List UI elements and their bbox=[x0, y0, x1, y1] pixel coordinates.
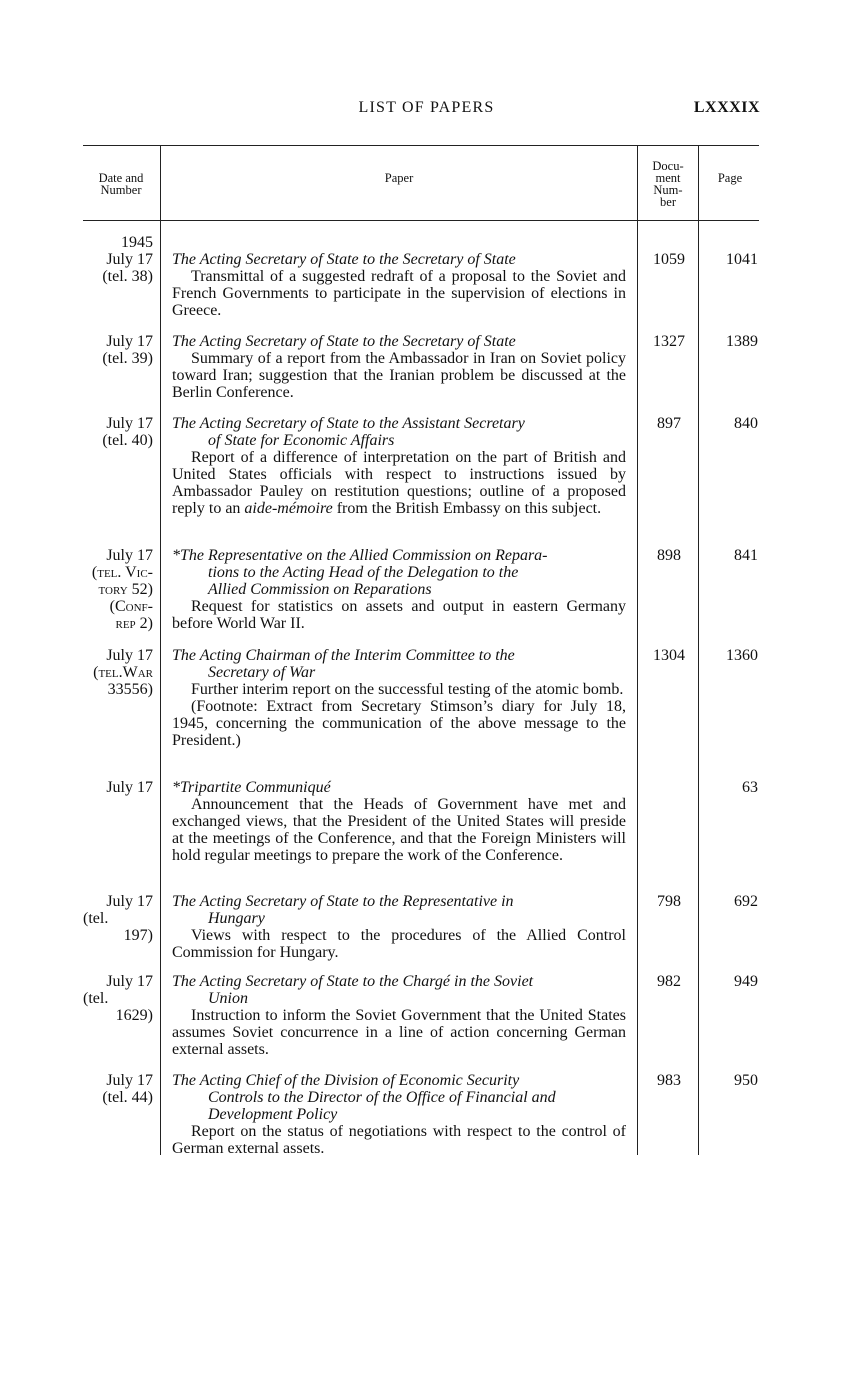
entry-summary-italic: aide-mémoire bbox=[244, 500, 333, 517]
entry-address-line: The Acting Chief of the Division of Economic Security bbox=[172, 1072, 520, 1089]
entry-date-line: July 17 bbox=[106, 647, 153, 664]
entry-page-number: 692 bbox=[734, 893, 758, 910]
entry-page bbox=[700, 893, 760, 910]
entry-date bbox=[83, 893, 153, 944]
entry-address bbox=[172, 415, 626, 449]
entry-date-line: July 17 bbox=[106, 779, 153, 796]
entry-paper bbox=[172, 333, 626, 401]
header-bottom-rule bbox=[83, 220, 759, 221]
entry-document-number: 898 bbox=[657, 547, 681, 564]
column-header-paper-label: Paper bbox=[384, 171, 414, 185]
entry-date-line: (tel. bbox=[83, 990, 109, 1007]
entry-page-number: 1041 bbox=[726, 251, 758, 268]
column-header-paper bbox=[161, 172, 637, 184]
entry-summary: Instruction to inform the Soviet Government that the United States assumes Soviet concurrence in a line of action concerning German external assets. bbox=[172, 1007, 626, 1058]
entry-address-line: The Acting Secretary of State to the Assistant Secretary bbox=[172, 415, 525, 432]
entry-address bbox=[172, 647, 626, 681]
entry-date-line: July 17 bbox=[106, 973, 153, 990]
entry-date-line: July 17 bbox=[106, 1072, 153, 1089]
entry-page bbox=[700, 973, 760, 990]
entry-page-number: 950 bbox=[734, 1072, 758, 1089]
entry-page-number: 1360 bbox=[726, 647, 758, 664]
entry-page bbox=[700, 251, 760, 268]
entry-address-line: Allied Commission on Reparations bbox=[208, 581, 432, 598]
entry-paper bbox=[172, 415, 626, 517]
entry-date-line: (tel. 39) bbox=[102, 350, 153, 367]
entry-document-number: 897 bbox=[657, 415, 681, 432]
entry-page bbox=[700, 333, 760, 350]
entry-document-number: 1327 bbox=[653, 333, 685, 350]
entry-summary: Views with respect to the procedures of the Allied Control Commission for Hungary. bbox=[172, 927, 626, 961]
entry-address-line: The Acting Secretary of State to the Chargé in the Soviet bbox=[172, 973, 534, 990]
entry-date-line: July 17 bbox=[106, 415, 153, 432]
entry-address-line: Hungary bbox=[208, 910, 265, 927]
entry-date-line: tory 52) bbox=[98, 581, 153, 598]
year-label bbox=[83, 234, 153, 251]
entry-address-line: tions to the Acting Head of the Delegation to the bbox=[208, 564, 519, 581]
entry-page-number: 840 bbox=[734, 415, 758, 432]
entry-summary: Summary of a report from the Ambassador in Iran on Soviet policy toward Iran; suggestion that the Iranian problem be discussed at the Berlin Conference. bbox=[172, 350, 626, 401]
entry-address bbox=[172, 1072, 626, 1123]
column-header-document-number bbox=[638, 160, 698, 208]
entry-date bbox=[83, 333, 153, 367]
entry-paper bbox=[172, 893, 626, 961]
entry-page-number: 63 bbox=[742, 779, 758, 796]
entry-date-line: July 17 bbox=[106, 333, 153, 350]
entry-date bbox=[83, 547, 153, 632]
entry-paper bbox=[172, 973, 626, 1058]
entry-address-line: The Acting Secretary of State to the Representative in bbox=[172, 893, 514, 910]
column-header-page bbox=[699, 172, 761, 184]
entry-address-line: The Acting Chairman of the Interim Committee to the bbox=[172, 647, 515, 664]
entry-address: The Acting Secretary of State to the Secretary of State bbox=[172, 333, 516, 350]
entry-summary: Report on the status of negotiations with respect to the control of German external assets. bbox=[172, 1123, 626, 1157]
column-divider-document bbox=[698, 145, 699, 1155]
entry-date-line: July 17 bbox=[106, 547, 153, 564]
year-text: 1945 bbox=[121, 234, 153, 251]
column-header-doc-line4: ber bbox=[660, 195, 676, 209]
entry-summary: Transmittal of a suggested redraft of a proposal to the Soviet and French Governments to participate in the supervision of elections in Greece. bbox=[172, 268, 626, 319]
entry-address: The Acting Secretary of State to the Secretary of State bbox=[172, 251, 516, 268]
table-top-rule bbox=[83, 145, 759, 146]
column-header-page-label: Page bbox=[717, 171, 743, 185]
entry-date-line: (tel. Vic- bbox=[91, 564, 153, 581]
column-divider-paper bbox=[637, 145, 638, 1155]
entry-footnote: (Footnote: Extract from Secretary Stimson’s diary for July 18, 1945, concerning the communication of the above message to the President.) bbox=[172, 698, 626, 749]
entry-document-number: 798 bbox=[657, 893, 681, 910]
entry-date-line: (tel.War bbox=[93, 664, 153, 681]
entry-address-line: Secretary of War bbox=[208, 664, 316, 681]
entry-summary bbox=[172, 449, 626, 517]
entry-page-number: 841 bbox=[734, 547, 758, 564]
entry-page-number: 949 bbox=[734, 973, 758, 990]
entry-date bbox=[83, 779, 153, 796]
entry-address-line: *The Representative on the Allied Commission on Repara- bbox=[172, 547, 548, 564]
column-header-date bbox=[83, 172, 159, 196]
entry-page bbox=[700, 415, 760, 432]
page-folio: LXXXIX bbox=[693, 99, 760, 116]
column-divider-date bbox=[160, 145, 161, 1155]
entry-address-line: Development Policy bbox=[208, 1106, 338, 1123]
entry-date-line: 197) bbox=[123, 927, 153, 944]
entry-address bbox=[172, 893, 626, 927]
entry-paper bbox=[172, 251, 626, 319]
entry-paper bbox=[172, 779, 626, 864]
entry-document-number: 982 bbox=[657, 973, 681, 990]
entry-address bbox=[172, 973, 626, 1007]
entry-address-line: Union bbox=[208, 990, 248, 1007]
entry-paper bbox=[172, 547, 626, 632]
entry-page bbox=[700, 647, 760, 664]
entry-page bbox=[700, 1072, 760, 1089]
running-head-title: LIST OF PAPERS bbox=[358, 99, 495, 116]
entry-date-line: rep 2) bbox=[115, 615, 153, 632]
entry-date-line: (tel. 44) bbox=[102, 1089, 153, 1106]
column-header-doc-line2: ment bbox=[655, 171, 681, 185]
entry-date-line: (tel. bbox=[83, 910, 109, 927]
entry-date-line: 1629) bbox=[115, 1007, 153, 1024]
running-head bbox=[0, 99, 853, 121]
entry-date-line: (tel. 38) bbox=[102, 268, 153, 285]
entry-paper bbox=[172, 647, 626, 749]
entry-document-number: 1059 bbox=[653, 251, 685, 268]
column-header-doc-line1: Docu- bbox=[652, 159, 684, 173]
column-header-date-line2: Number bbox=[100, 183, 142, 197]
column-header-doc-line3: Num- bbox=[653, 183, 683, 197]
entry-date-line: (tel. 40) bbox=[102, 432, 153, 449]
entry-date-line: July 17 bbox=[106, 893, 153, 910]
entry-summary-text: Report of a difference of interpretation on the part of British and United States officials with respect to instructions issued by Ambassador Pauley on restitution questions; outline of a proposed reply to an bbox=[172, 449, 626, 517]
entry-address: *Tripartite Communiqué bbox=[172, 779, 331, 796]
entry-paper bbox=[172, 1072, 626, 1157]
entry-date bbox=[83, 973, 153, 1024]
entry-page bbox=[700, 779, 760, 796]
entry-date bbox=[83, 415, 153, 449]
entry-page bbox=[700, 547, 760, 564]
entry-address bbox=[172, 547, 626, 598]
entry-summary: Request for statistics on assets and output in eastern Germany before World War II. bbox=[172, 598, 626, 632]
entry-summary: Announcement that the Heads of Government have met and exchanged views, that the President of the United States will preside at the meetings of the Conference, and that the Foreign Ministers will hold regular meetings to prepare the work of the Conference. bbox=[172, 796, 626, 864]
entry-date-line: July 17 bbox=[106, 251, 153, 268]
entry-summary-text: from the British Embassy on this subject. bbox=[332, 500, 602, 517]
entry-date bbox=[83, 1072, 153, 1106]
entry-page-number: 1389 bbox=[726, 333, 758, 350]
entry-date bbox=[83, 647, 153, 698]
entry-date bbox=[83, 251, 153, 285]
entry-document-number: 983 bbox=[657, 1072, 681, 1089]
entry-date-line: (Conf- bbox=[109, 598, 153, 615]
column-header-date-line1: Date and bbox=[98, 171, 144, 185]
entry-address-line: Controls to the Director of the Office of Financial and bbox=[208, 1089, 556, 1106]
entry-document-number: 1304 bbox=[653, 647, 685, 664]
entry-date-line: 33556) bbox=[107, 681, 153, 698]
entry-address-line: of State for Economic Affairs bbox=[208, 432, 395, 449]
entry-summary: Further interim report on the successful testing of the atomic bomb. bbox=[191, 681, 624, 698]
